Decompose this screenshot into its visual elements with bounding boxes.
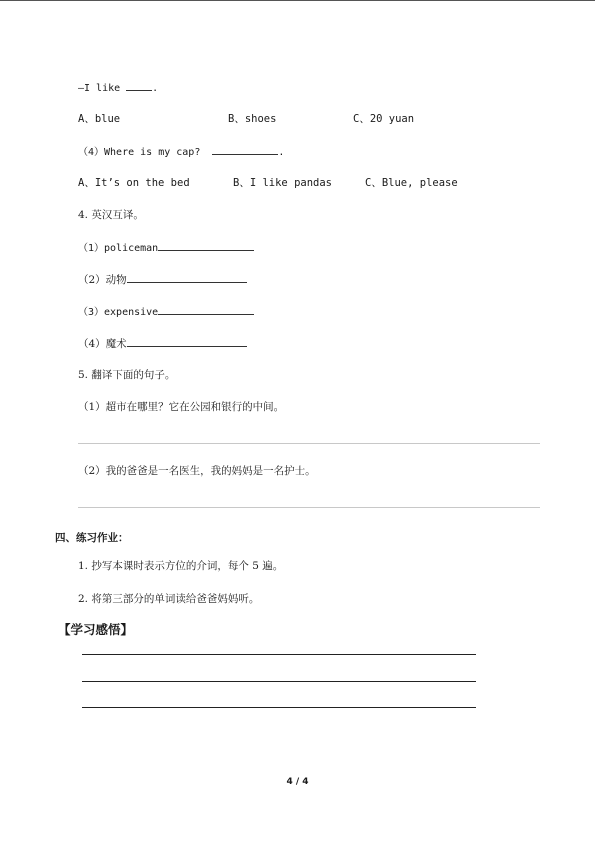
translate-blank[interactable]: [127, 272, 247, 283]
translate-blank[interactable]: [158, 240, 254, 251]
question-4-suffix: .: [278, 147, 285, 158]
reflection-rule[interactable]: [82, 707, 476, 708]
option-c[interactable]: C、Blue, please: [365, 177, 458, 189]
answer-blank[interactable]: [126, 80, 152, 91]
translate-item: [78, 336, 247, 351]
sentence-1: （1）超市在哪里？它在公园和银行的中间。: [78, 401, 285, 413]
homework-item: 1. 抄写本课时表示方位的介词，每个 5 遍。: [78, 560, 284, 572]
top-rule: [0, 0, 595, 1]
question-4-text: （4）Where is my cap?: [78, 147, 213, 158]
question-4: [78, 144, 284, 160]
option-b[interactable]: B、shoes: [228, 113, 277, 125]
sentence-2: （2）我的爸爸是一名医生，我的妈妈是一名护士。: [78, 465, 316, 477]
translate-item: [78, 240, 254, 256]
homework-item: 2. 将第三部分的单词读给爸爸妈妈听。: [78, 593, 260, 605]
option-b[interactable]: B、I like pandas: [233, 177, 333, 189]
translate-item-text: （2）动物: [78, 274, 127, 286]
translate-item: [78, 272, 247, 287]
page-number: 4 / 4: [286, 777, 309, 787]
answer-rule[interactable]: [78, 443, 540, 444]
section-5-heading: 5. 翻译下面的句子。: [78, 369, 176, 381]
section-4-heading: 4. 英汉互译。: [78, 209, 144, 221]
translate-blank[interactable]: [158, 304, 254, 315]
reflection-rule[interactable]: [82, 654, 476, 655]
translate-item: [78, 304, 254, 320]
option-a[interactable]: A、It’s on the bed: [78, 177, 190, 189]
reflection-rule[interactable]: [82, 681, 476, 682]
translate-blank[interactable]: [127, 336, 247, 347]
translate-item-text: （1）policeman: [78, 243, 159, 254]
reflection-heading: 【学习感悟】: [58, 622, 134, 637]
homework-heading: 四、练习作业：: [55, 532, 129, 544]
answer-line: [78, 80, 158, 96]
answer-line-prefix: —I like: [78, 83, 127, 94]
option-c[interactable]: C、20 yuan: [353, 113, 415, 125]
translate-item-text: （4）魔术: [78, 338, 127, 350]
translate-item-text: （3）expensive: [78, 307, 159, 318]
answer-line-suffix: .: [152, 83, 159, 94]
question-4-blank[interactable]: [212, 144, 278, 155]
answer-rule[interactable]: [78, 507, 540, 508]
option-a[interactable]: A、blue: [78, 113, 121, 125]
